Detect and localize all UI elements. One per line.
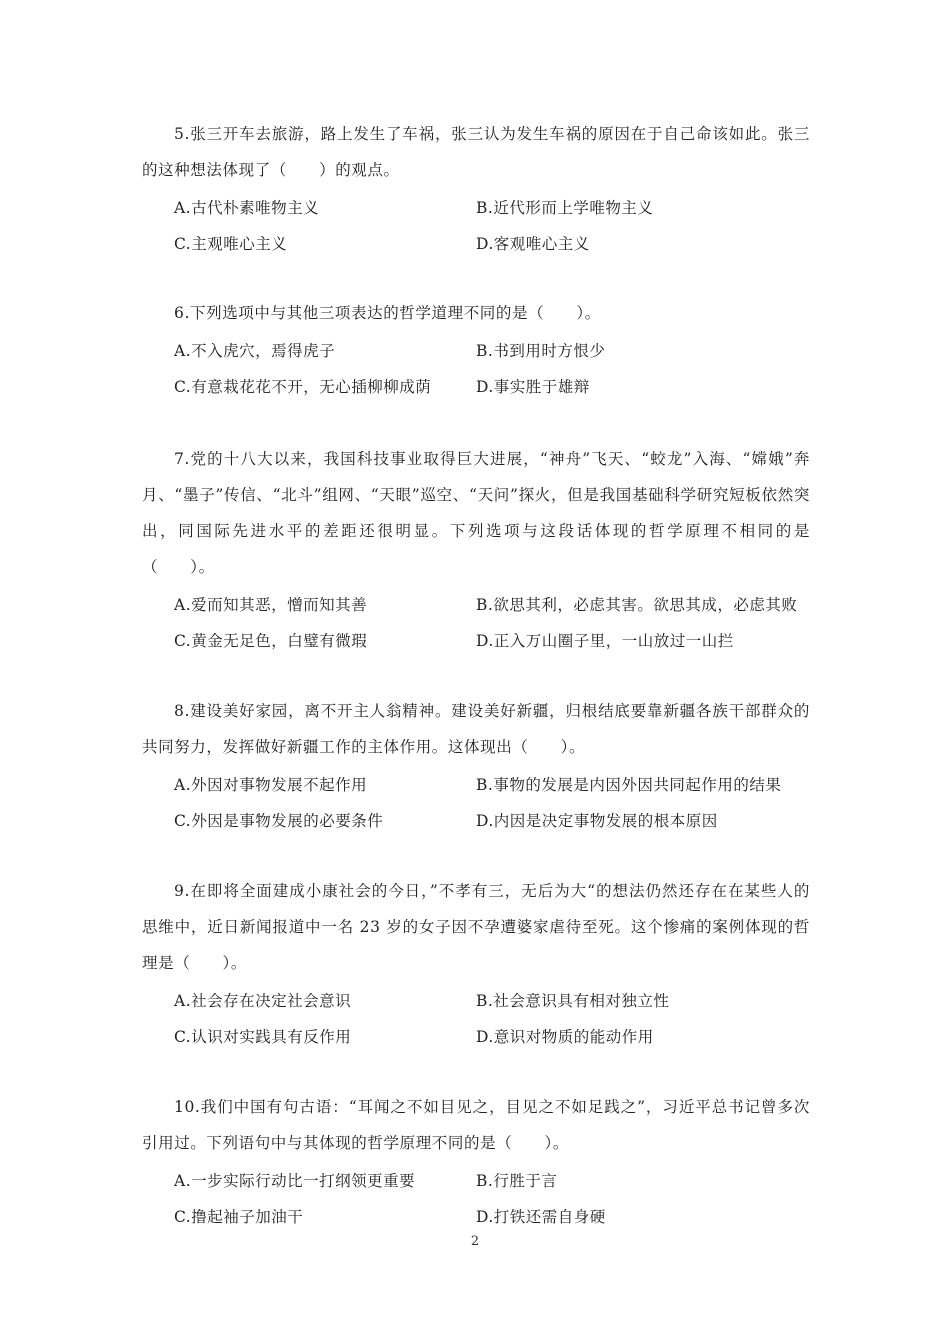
option-b: B.事物的发展是内因外因共同起作用的结果 [476,776,782,794]
question-7 [142,441,810,659]
option-d: D.事实胜于雄辩 [476,378,590,396]
question-stem: 9.在即将全面建成小康社会的今日，”不孝有三，无后为大“的想法仍然还存在在某些人的思维中，近日新闻报道中一名 23 岁的女子因不孕遭婆家虐待至死。这个惨痛的案例体现的哲理是（ ）。 [142,882,810,972]
option-b: B.欲思其利，必虑其害。欲思其成，必虑其败 [476,596,798,614]
option-a: A.社会存在决定社会意识 [174,992,352,1010]
option-row [142,803,810,839]
question-options [142,1163,810,1235]
question-stem: 10.我们中国有句古语：“耳闻之不如目见之，目见之不如足践之”，习近平总书记曾多次引用过。下列语句中与其体现的哲学原理不同的是（ ）。 [142,1098,810,1152]
question-options [142,333,810,405]
option-b: B.近代形而上学唯物主义 [476,199,654,217]
option-a: A.外因对事物发展不起作用 [174,776,368,794]
option-c: C.黄金无足色，白璧有微瑕 [174,632,368,650]
option-c: C.撸起袖子加油干 [174,1208,304,1226]
question-stem: 6.下列选项中与其他三项表达的哲学道理不同的是（ ）。 [174,304,601,322]
option-row [142,1019,810,1055]
option-row [142,983,810,1019]
option-b: B.书到用时方恨少 [476,342,606,360]
question-options [142,767,810,839]
option-b: B.行胜于言 [476,1172,558,1190]
option-a: A.一步实际行动比一打纲领更重要 [174,1172,416,1190]
option-a: A.古代朴素唯物主义 [174,199,320,217]
option-row [142,190,810,226]
option-c: C.有意栽花花不开，无心插柳柳成荫 [174,378,432,396]
question-stem: 7.党的十八大以来，我国科技事业取得巨大进展，“神舟”飞天、“蛟龙”入海、“嫦娥”奔月、“墨子”传信、“北斗”组网、“天眼”巡空、“天问”探火，但是我国基础科学研究短板依然突出，同国际先进水平的差距还很明显。下列选项与这段话体现的哲学原理不相同的是（ ）。 [142,450,810,576]
option-b: B.社会意识具有相对独立性 [476,992,670,1010]
question-6 [142,295,810,405]
option-row [142,623,810,659]
question-stem: 8.建设美好家园，离不开主人翁精神。建设美好新疆，归根结底要靠新疆各族干部群众的共同努力，发挥做好新疆工作的主体作用。这体现出（ ）。 [142,702,810,756]
question-options [142,190,810,262]
question-8 [142,693,810,839]
question-10 [142,1089,810,1235]
option-c: C.主观唯心主义 [174,235,288,253]
option-d: D.意识对物质的能动作用 [476,1028,654,1046]
option-row [142,767,810,803]
question-options [142,983,810,1055]
option-d: D.客观唯心主义 [476,235,590,253]
option-row [142,333,810,369]
option-row [142,369,810,405]
option-a: A.不入虎穴，焉得虎子 [174,342,336,360]
option-c: C.认识对实践具有反作用 [174,1028,352,1046]
option-d: D.内因是决定事物发展的根本原因 [476,812,718,830]
option-row [142,226,810,262]
page-number: 2 [470,1234,480,1249]
option-row [142,1163,810,1199]
option-row [142,1199,810,1235]
question-5 [142,116,810,262]
question-stem: 5.张三开车去旅游，路上发生了车祸，张三认为发生车祸的原因在于自己命该如此。张三的这种想法体现了（ ）的观点。 [142,125,810,179]
question-options [142,587,810,659]
option-d: D.打铁还需自身硬 [476,1208,606,1226]
question-9 [142,873,810,1055]
option-a: A.爱而知其恶，憎而知其善 [174,596,368,614]
option-c: C.外因是事物发展的必要条件 [174,812,384,830]
option-d: D.正入万山圈子里，一山放过一山拦 [476,632,734,650]
option-row [142,587,810,623]
